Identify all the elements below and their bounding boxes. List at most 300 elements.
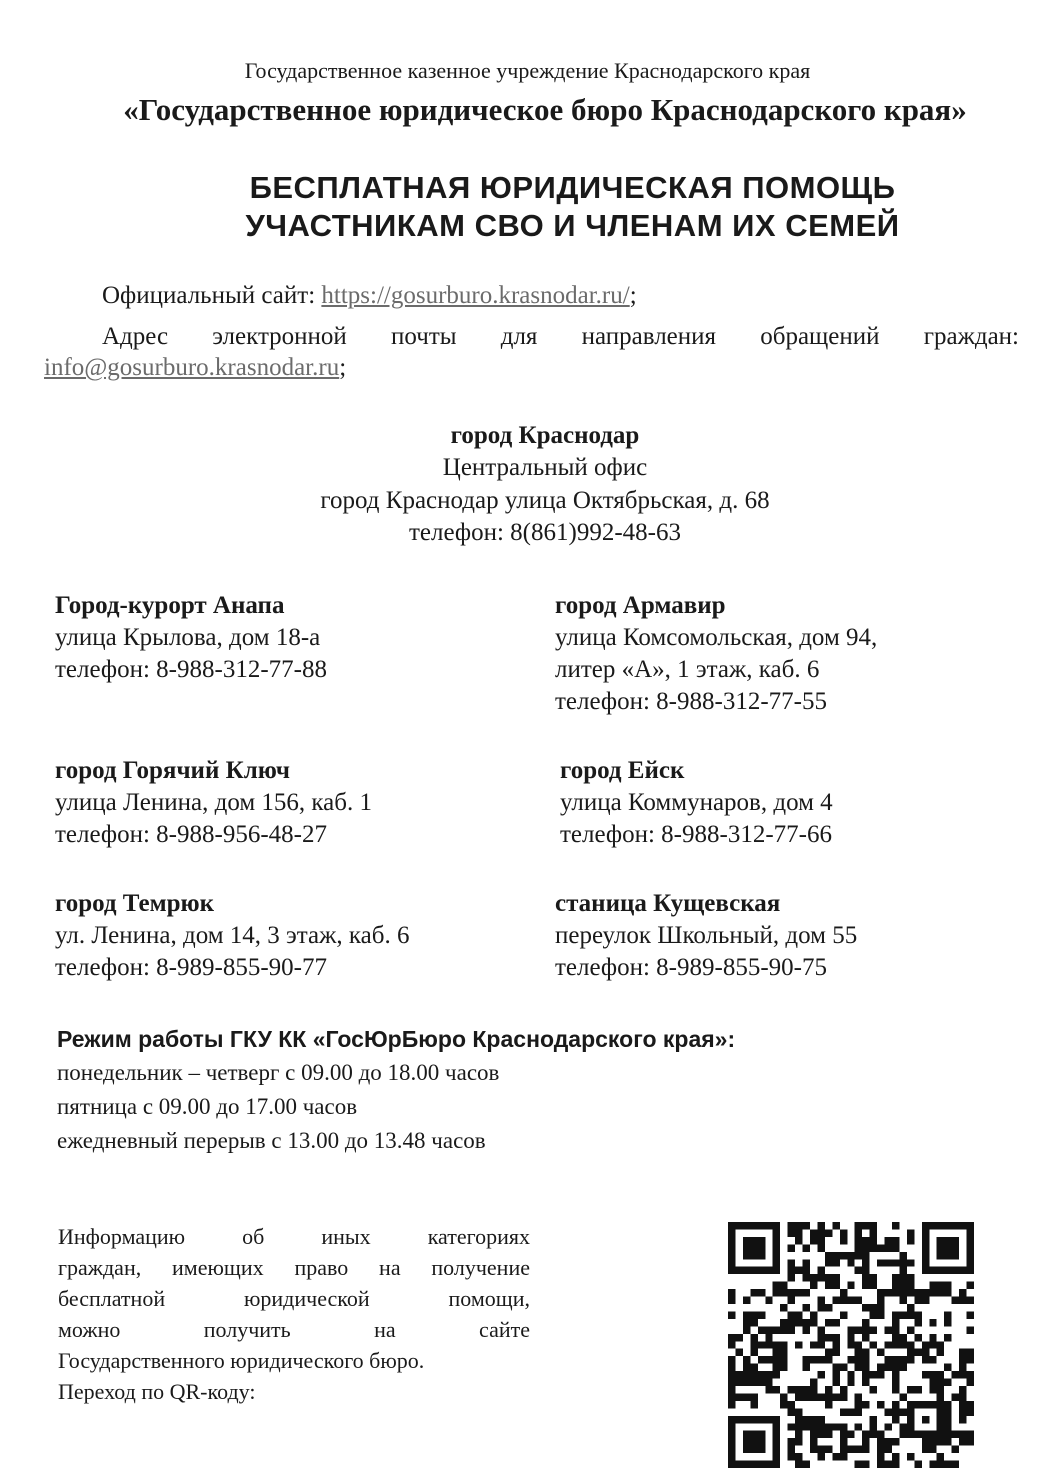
qr-module (959, 1393, 966, 1400)
qr-module (728, 1379, 735, 1386)
qr-module (750, 1371, 757, 1378)
qr-module (944, 1289, 951, 1296)
qr-module (728, 1453, 735, 1460)
qr-module (773, 1229, 780, 1236)
qr-module (728, 1371, 735, 1378)
qr-module (832, 1259, 839, 1266)
qr-module (862, 1259, 869, 1266)
qr-module (885, 1461, 892, 1468)
qr-module (922, 1252, 929, 1259)
qr-module (892, 1461, 899, 1468)
qr-module (937, 1438, 944, 1445)
qr-module (922, 1371, 929, 1378)
qr-module (937, 1371, 944, 1378)
qr-module (922, 1267, 929, 1274)
qr-module (885, 1289, 892, 1296)
qr-module (959, 1416, 966, 1423)
qr-module (892, 1311, 899, 1318)
info-line: граждан, имеющих право на получение (58, 1255, 530, 1280)
qr-module (952, 1267, 959, 1274)
qr-module (929, 1289, 936, 1296)
qr-module (795, 1229, 802, 1236)
qr-module (788, 1267, 795, 1274)
qr-module (810, 1438, 817, 1445)
qr-module (780, 1341, 787, 1348)
office-title: город Горячий Ключ (55, 757, 291, 784)
qr-module (765, 1326, 772, 1333)
qr-module (862, 1446, 869, 1453)
qr-module (795, 1237, 802, 1244)
qr-module (840, 1311, 847, 1318)
qr-module (922, 1431, 929, 1438)
qr-module (855, 1297, 862, 1304)
qr-module (795, 1416, 802, 1423)
qr-module (840, 1446, 847, 1453)
qr-module (952, 1371, 959, 1378)
qr-module (840, 1237, 847, 1244)
qr-module (959, 1267, 966, 1274)
qr-module (795, 1222, 802, 1229)
qr-module (847, 1446, 854, 1453)
qr-module (870, 1222, 877, 1229)
qr-module (967, 1259, 974, 1266)
qr-module (907, 1386, 914, 1393)
qr-module (907, 1401, 914, 1408)
office-title: город Ейск (560, 757, 685, 784)
qr-module (743, 1438, 750, 1445)
qr-code-icon[interactable] (728, 1222, 974, 1468)
qr-module (773, 1446, 780, 1453)
email-label: Адрес электронной почты для направления обращений граждан: (102, 323, 1019, 350)
qr-module (967, 1237, 974, 1244)
qr-module (803, 1304, 810, 1311)
qr-module (914, 1297, 921, 1304)
official-site-link[interactable]: https://gosurburo.krasnodar.ru/ (321, 282, 630, 309)
qr-module (944, 1244, 951, 1251)
qr-module (728, 1461, 735, 1468)
qr-module (862, 1461, 869, 1468)
qr-module (795, 1319, 802, 1326)
office-title: город Темрюк (55, 890, 215, 917)
qr-module (788, 1326, 795, 1333)
qr-module (758, 1237, 765, 1244)
qr-module (892, 1319, 899, 1326)
qr-module (937, 1252, 944, 1259)
qr-module (803, 1267, 810, 1274)
qr-module (825, 1401, 832, 1408)
working-hours (57, 1022, 735, 1158)
qr-module (899, 1431, 906, 1438)
qr-module (952, 1244, 959, 1251)
qr-module (773, 1222, 780, 1229)
qr-module (907, 1341, 914, 1348)
info-line: можно получить на сайте (58, 1317, 530, 1342)
official-site-label: Официальный сайт: (102, 282, 322, 309)
qr-module (788, 1423, 795, 1430)
qr-module (810, 1341, 817, 1348)
qr-module (780, 1364, 787, 1371)
qr-module (862, 1356, 869, 1363)
qr-module (817, 1393, 824, 1400)
qr-module (750, 1311, 757, 1318)
qr-module (885, 1356, 892, 1363)
qr-module (773, 1453, 780, 1460)
office-temryuk (55, 888, 409, 984)
office-phone: телефон: 8-988-312-77-66 (560, 821, 832, 848)
qr-module (825, 1319, 832, 1326)
qr-module (825, 1229, 832, 1236)
qr-module (743, 1379, 750, 1386)
qr-module (788, 1319, 795, 1326)
qr-module (892, 1401, 899, 1408)
qr-module (907, 1229, 914, 1236)
qr-module (855, 1349, 862, 1356)
qr-module (847, 1356, 854, 1363)
qr-module (877, 1297, 884, 1304)
qr-module (877, 1371, 884, 1378)
qr-module (944, 1252, 951, 1259)
qr-module (788, 1408, 795, 1415)
qr-module (870, 1371, 877, 1378)
qr-module (758, 1416, 765, 1423)
office-kushchevskaya (555, 888, 857, 984)
qr-module (788, 1222, 795, 1229)
qr-module (803, 1244, 810, 1251)
qr-module (840, 1408, 847, 1415)
qr-module (877, 1431, 884, 1438)
qr-module (743, 1416, 750, 1423)
qr-module (885, 1326, 892, 1333)
qr-module (877, 1244, 884, 1251)
qr-module (922, 1237, 929, 1244)
qr-module (758, 1252, 765, 1259)
email-link[interactable]: info@gosurburo.krasnodar.ru (44, 354, 340, 381)
qr-module (840, 1297, 847, 1304)
qr-module (825, 1274, 832, 1281)
qr-module (959, 1408, 966, 1415)
qr-module (862, 1431, 869, 1438)
office-phone: телефон: 8-988-312-77-88 (55, 656, 327, 683)
qr-module (922, 1416, 929, 1423)
qr-module (810, 1423, 817, 1430)
working-hours-line: ежедневный перерыв с 13.00 до 13.48 часов (57, 1128, 486, 1153)
qr-module (735, 1416, 742, 1423)
qr-module (937, 1431, 944, 1438)
qr-module (817, 1453, 824, 1460)
qr-module (862, 1379, 869, 1386)
qr-module (765, 1341, 772, 1348)
qr-module (967, 1401, 974, 1408)
qr-module (758, 1326, 765, 1333)
qr-module (728, 1386, 735, 1393)
qr-module (780, 1319, 787, 1326)
qr-module (929, 1371, 936, 1378)
qr-module (817, 1341, 824, 1348)
qr-module (892, 1416, 899, 1423)
qr-module (892, 1222, 899, 1229)
qr-module (728, 1416, 735, 1423)
qr-module (765, 1356, 772, 1363)
qr-module (788, 1401, 795, 1408)
qr-module (758, 1431, 765, 1438)
qr-module (728, 1229, 735, 1236)
qr-module (929, 1282, 936, 1289)
qr-module (773, 1289, 780, 1296)
qr-module (825, 1349, 832, 1356)
qr-module (817, 1431, 824, 1438)
qr-module (929, 1386, 936, 1393)
qr-module (773, 1416, 780, 1423)
qr-module (788, 1438, 795, 1445)
qr-module (832, 1282, 839, 1289)
working-hours-line: пятница с 09.00 до 17.00 часов (57, 1094, 358, 1119)
qr-module (892, 1289, 899, 1296)
qr-module (899, 1297, 906, 1304)
qr-module (743, 1446, 750, 1453)
qr-module (795, 1438, 802, 1445)
qr-module (803, 1386, 810, 1393)
qr-module (750, 1461, 757, 1468)
qr-module (817, 1423, 824, 1430)
qr-module (750, 1252, 757, 1259)
qr-module (795, 1453, 802, 1460)
office-phone: телефон: 8-988-956-48-27 (55, 821, 327, 848)
qr-module (810, 1446, 817, 1453)
qr-module (892, 1379, 899, 1386)
office-address: ул. Ленина, дом 14, 3 этаж, каб. 6 (55, 922, 410, 949)
qr-module (773, 1244, 780, 1251)
qr-module (773, 1364, 780, 1371)
qr-module (840, 1423, 847, 1430)
qr-module (803, 1274, 810, 1281)
qr-module (944, 1408, 951, 1415)
qr-module (750, 1237, 757, 1244)
qr-module (773, 1349, 780, 1356)
qr-module (780, 1401, 787, 1408)
qr-module (959, 1386, 966, 1393)
qr-module (847, 1297, 854, 1304)
qr-module (907, 1349, 914, 1356)
qr-module (788, 1446, 795, 1453)
qr-module (870, 1416, 877, 1423)
office-address: улица Ленина, дом 156, каб. 1 (55, 789, 372, 816)
office-title: Город-курорт Анапа (55, 592, 285, 619)
main-office-city: город Краснодар (450, 422, 640, 449)
qr-module (840, 1252, 847, 1259)
qr-module (967, 1408, 974, 1415)
qr-module (892, 1244, 899, 1251)
qr-module (929, 1341, 936, 1348)
qr-module (952, 1431, 959, 1438)
qr-module (817, 1416, 824, 1423)
qr-module (840, 1438, 847, 1445)
qr-module (862, 1349, 869, 1356)
qr-module (735, 1222, 742, 1229)
qr-module (967, 1326, 974, 1333)
qr-module (922, 1341, 929, 1348)
qr-module (870, 1282, 877, 1289)
qr-module (810, 1416, 817, 1423)
qr-module (773, 1438, 780, 1445)
qr-module (735, 1267, 742, 1274)
qr-module (907, 1304, 914, 1311)
qr-module (914, 1311, 921, 1318)
qr-module (735, 1334, 742, 1341)
qr-module (788, 1453, 795, 1460)
qr-module (959, 1401, 966, 1408)
qr-module (937, 1237, 944, 1244)
qr-module (870, 1341, 877, 1348)
qr-module (743, 1461, 750, 1468)
qr-module (832, 1341, 839, 1348)
qr-module (929, 1446, 936, 1453)
qr-module (728, 1289, 735, 1296)
qr-module (937, 1289, 944, 1296)
qr-module (885, 1237, 892, 1244)
qr-module (877, 1349, 884, 1356)
qr-module (840, 1431, 847, 1438)
qr-module (832, 1334, 839, 1341)
qr-module (743, 1222, 750, 1229)
qr-module (758, 1461, 765, 1468)
qr-module (788, 1259, 795, 1266)
qr-module (795, 1311, 802, 1318)
qr-module (944, 1416, 951, 1423)
qr-module (952, 1237, 959, 1244)
working-hours-line: понедельник – четверг с 09.00 до 18.00 часов (57, 1060, 500, 1085)
qr-module (937, 1453, 944, 1460)
qr-module (795, 1461, 802, 1468)
qr-module (870, 1229, 877, 1236)
info-line: Переход по QR-коду: (58, 1379, 256, 1404)
qr-module (750, 1319, 757, 1326)
qr-module (944, 1401, 951, 1408)
qr-module (817, 1274, 824, 1281)
qr-module (959, 1349, 966, 1356)
qr-module (937, 1244, 944, 1251)
qr-module (750, 1446, 757, 1453)
qr-module (892, 1364, 899, 1371)
qr-module (959, 1222, 966, 1229)
qr-module (832, 1393, 839, 1400)
other-categories-info (58, 1221, 530, 1407)
qr-module (758, 1356, 765, 1363)
qr-module (795, 1423, 802, 1430)
qr-module (795, 1393, 802, 1400)
qr-module (967, 1349, 974, 1356)
qr-module (855, 1446, 862, 1453)
qr-module (780, 1326, 787, 1333)
qr-module (788, 1386, 795, 1393)
qr-module (758, 1311, 765, 1318)
qr-module (832, 1423, 839, 1430)
qr-module (750, 1222, 757, 1229)
qr-module (728, 1244, 735, 1251)
qr-module (885, 1364, 892, 1371)
qr-module (750, 1267, 757, 1274)
qr-module (758, 1371, 765, 1378)
qr-module (877, 1453, 884, 1460)
qr-module (907, 1423, 914, 1430)
qr-module (817, 1267, 824, 1274)
qr-module (728, 1431, 735, 1438)
qr-module (855, 1408, 862, 1415)
qr-module (743, 1311, 750, 1318)
email-suffix: ; (339, 354, 347, 381)
qr-module (855, 1393, 862, 1400)
qr-module (892, 1326, 899, 1333)
qr-module (832, 1252, 839, 1259)
qr-module (773, 1386, 780, 1393)
qr-module (944, 1379, 951, 1386)
qr-module (750, 1364, 757, 1371)
qr-module (758, 1438, 765, 1445)
qr-module (832, 1364, 839, 1371)
qr-module (825, 1259, 832, 1266)
qr-module (728, 1222, 735, 1229)
qr-module (847, 1282, 854, 1289)
headline-line-1: БЕСПЛАТНАЯ ЮРИДИЧЕСКАЯ ПОМОЩЬ (249, 170, 896, 205)
qr-module (855, 1341, 862, 1348)
qr-module (825, 1304, 832, 1311)
qr-module (810, 1386, 817, 1393)
qr-module (728, 1364, 735, 1371)
qr-module (803, 1393, 810, 1400)
qr-module (773, 1461, 780, 1468)
qr-module (780, 1289, 787, 1296)
qr-module (862, 1319, 869, 1326)
qr-module (810, 1274, 817, 1281)
qr-module (788, 1297, 795, 1304)
org-name-title: «Государственное юридическое бюро Краснодарского края» (123, 92, 967, 127)
qr-module (765, 1379, 772, 1386)
office-address: улица Комсомольская, дом 94, (555, 624, 878, 651)
qr-module (855, 1244, 862, 1251)
qr-module (922, 1297, 929, 1304)
qr-module (922, 1259, 929, 1266)
qr-module (967, 1244, 974, 1251)
qr-module (870, 1237, 877, 1244)
qr-module (773, 1237, 780, 1244)
qr-module (810, 1282, 817, 1289)
qr-module (952, 1393, 959, 1400)
qr-module (817, 1297, 824, 1304)
qr-module (885, 1438, 892, 1445)
qr-module (862, 1364, 869, 1371)
qr-module (877, 1438, 884, 1445)
qr-module (937, 1267, 944, 1274)
qr-module (758, 1379, 765, 1386)
qr-module (944, 1438, 951, 1445)
qr-module (758, 1341, 765, 1348)
qr-module (825, 1282, 832, 1289)
qr-module (803, 1319, 810, 1326)
qr-module (862, 1267, 869, 1274)
qr-module (832, 1222, 839, 1229)
qr-module (750, 1438, 757, 1445)
qr-module (832, 1297, 839, 1304)
qr-module (788, 1229, 795, 1236)
qr-module (862, 1326, 869, 1333)
qr-module (810, 1311, 817, 1318)
qr-module (877, 1446, 884, 1453)
qr-module (773, 1356, 780, 1363)
qr-module (750, 1431, 757, 1438)
qr-module (788, 1311, 795, 1318)
qr-module (735, 1349, 742, 1356)
qr-module (914, 1386, 921, 1393)
qr-module (855, 1229, 862, 1236)
